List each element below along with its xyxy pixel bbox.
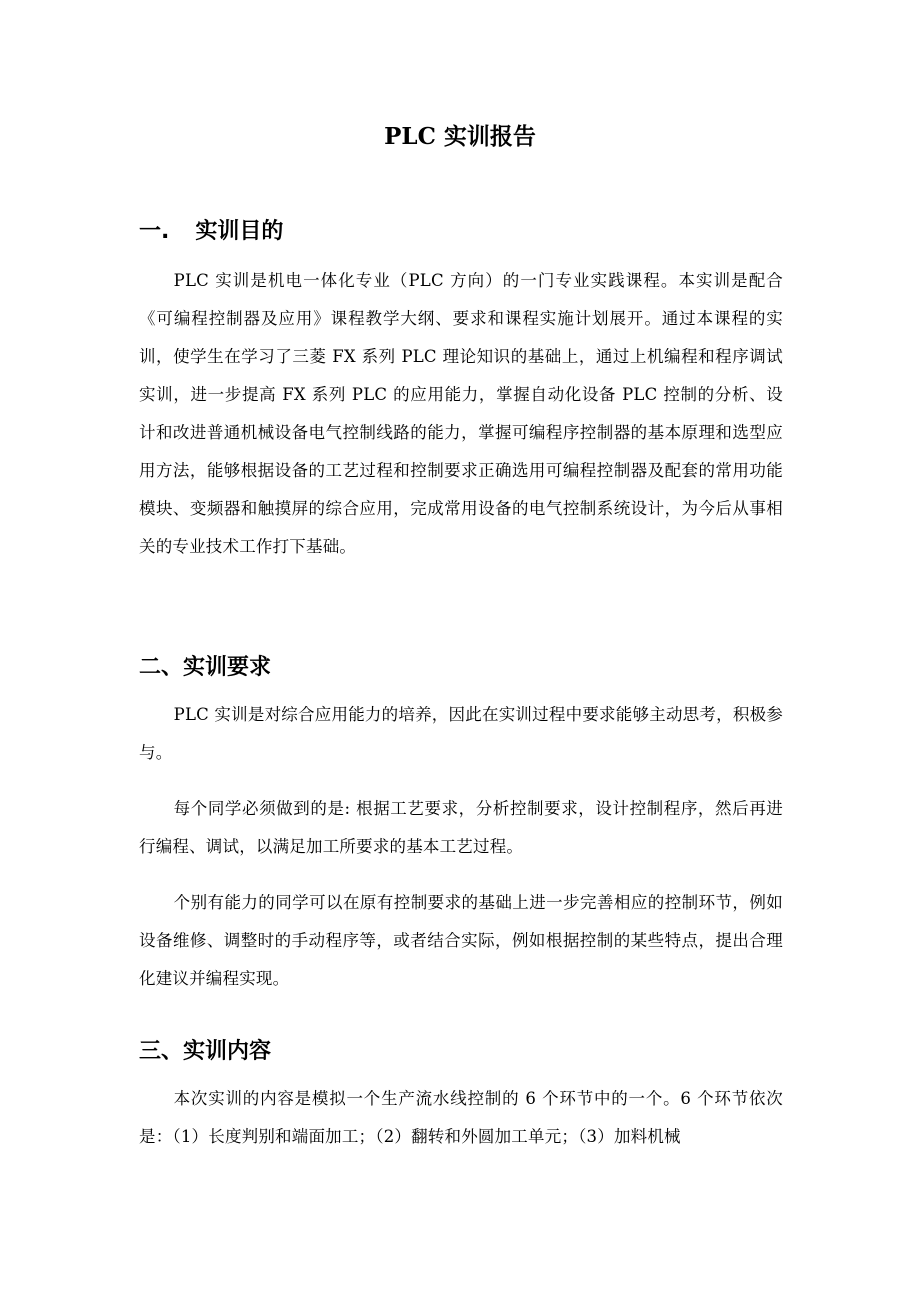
paragraph: PLC 实训是机电一体化专业（PLC 方向）的一门专业实践课程。本实训是配合《可编程控制器及应用》课程教学大纲、要求和课程实施计划展开。通过本课程的实训，使学生在学习了三菱 FX 系列 PLC 理论知识的基础上，通过上机编程和程序调试实训，进一步提高 FX 系列 PLC 的应用能力，掌握自动化设备 PLC 控制的分析、设计和改进普通机械设备电气控制线路的能力，掌握可编程序控制器的基本原理和选型应用方法，能够根据设备的工艺过程和控制要求正确选用可编程控制器及配套的常用功能模块、变频器和触摸屏的综合应用，完成常用设备的电气控制系统设计，为今后从事相关的专业技术工作打下基础。 bbox=[139, 271, 783, 556]
section-number: 三、 bbox=[139, 1039, 184, 1064]
paragraph: 个别有能力的同学可以在原有控制要求的基础上进一步完善相应的控制环节，例如设备维修、调整时的手动程序等，或者结合实际，例如根据控制的某些特点，提出合理化建议并编程实现。 bbox=[139, 893, 783, 988]
document-title: PLC 实训报告 bbox=[384, 123, 536, 150]
section-title: 实训要求 bbox=[183, 655, 272, 680]
paragraph: 每个同学必须做到的是: 根据工艺要求，分析控制要求，设计控制程序，然后再进行编程、调试，以满足加工所要求的基本工艺过程。 bbox=[139, 799, 783, 856]
section-heading-content bbox=[139, 1036, 271, 1068]
section-number: 一. bbox=[139, 219, 170, 244]
section-title: 实训内容 bbox=[183, 1039, 272, 1064]
section-number: 二、 bbox=[139, 655, 184, 680]
section-heading-purpose bbox=[139, 216, 283, 248]
paragraph: PLC 实训是对综合应用能力的培养，因此在实训过程中要求能够主动思考，积极参与。 bbox=[139, 705, 783, 762]
section-title: 实训目的 bbox=[195, 219, 284, 244]
section-heading-requirements bbox=[139, 652, 271, 684]
paragraph: 本次实训的内容是模拟一个生产流水线控制的 6 个环节中的一个。6 个环节依次是：（1）长度判别和端面加工；（2）翻转和外圆加工单元；（3）加料机械 bbox=[139, 1089, 783, 1146]
